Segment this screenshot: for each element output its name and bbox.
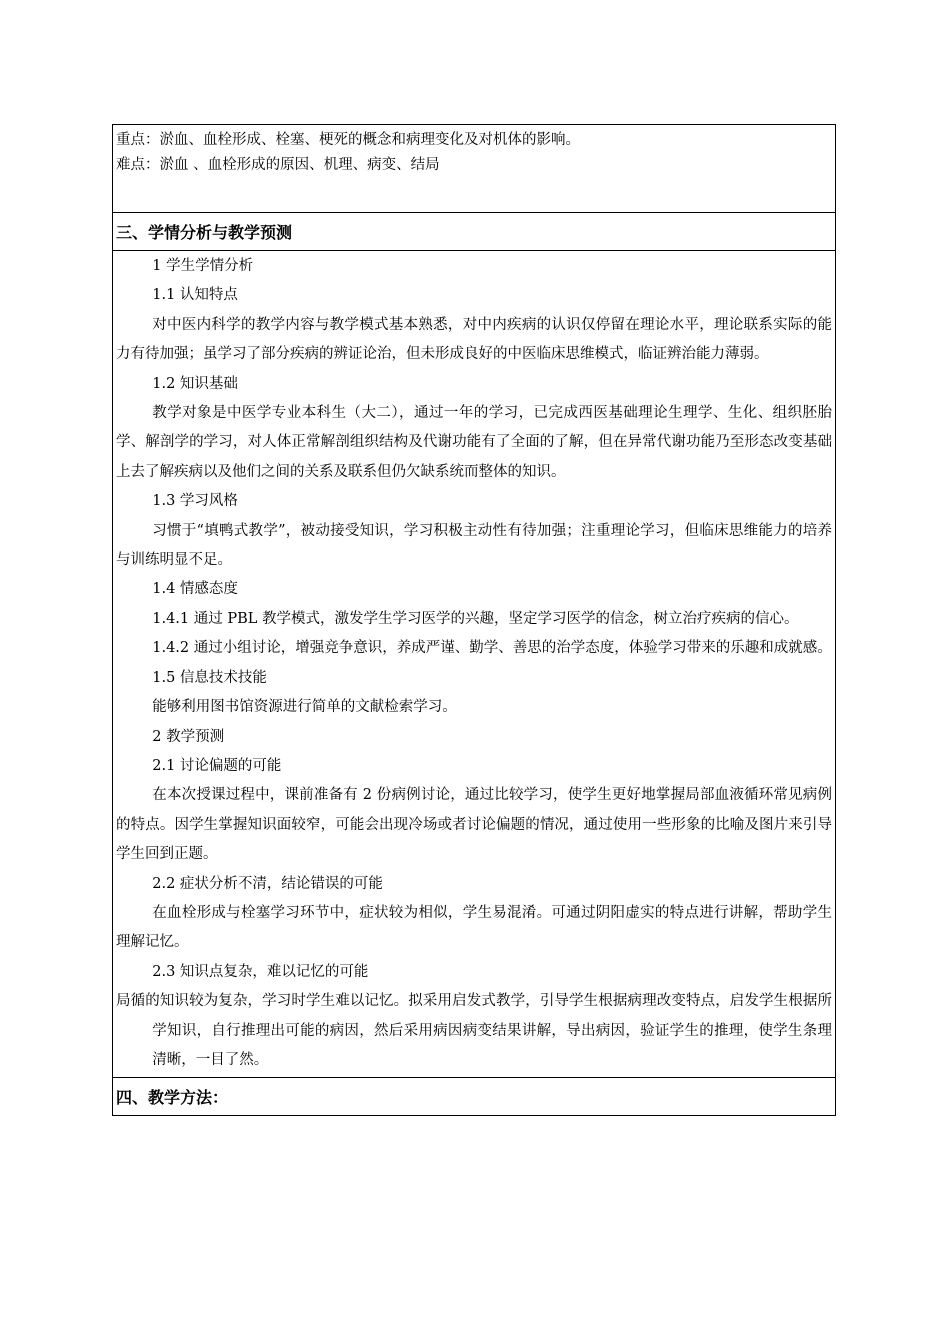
paragraph: 1.4.2 通过小组讨论，增强竞争意识，养成严谨、勤学、善思的治学态度，体验学习带来的乐趣和成就感。 [152, 640, 832, 657]
focus-text: 重点：淤血、血栓形成、栓塞、梗死的概念和病理变化及对机体的影响。 [116, 132, 580, 148]
lesson-plan-table [112, 124, 836, 1116]
paragraph: 1.2 知识基础 [152, 375, 238, 392]
paragraph: 1.1 认知特点 [152, 287, 238, 304]
paragraph: 1.3 学习风格 [152, 493, 238, 510]
section4-heading-row [113, 1078, 836, 1116]
paragraph: 局循的知识较为复杂，学习时学生难以记忆。拟采用启发式教学，引导学生根据病理改变特点，启发学生根据所学知识，自行推理出可能的病因，然后采用病因病变结果讲解，导出病因，验证学生的推理，使学生条理清晰，一目了然。 [116, 993, 832, 1068]
paragraph: 2.2 症状分析不清，结论错误的可能 [152, 875, 383, 892]
difficulty-text: 难点：淤血 、血栓形成的原因、机理、病变、结局 [116, 157, 440, 173]
paragraph: 在本次授课过程中，课前准备有 2 份病例讨论，通过比较学习，使学生更好地掌握局部血液循环常见病例的特点。因学生掌握知识面较窄，可能会出现冷场或者讨论偏题的情况，通过使用一些形象的比喻及图片来引导学生回到正题。 [116, 787, 832, 863]
section3-heading: 三、学情分析与教学预测 [113, 213, 836, 251]
paragraph: 2.1 讨论偏题的可能 [152, 757, 282, 774]
paragraph: 教学对象是中医学专业本科生（大二），通过一年的学习，已完成西医基础理论生理学、生化、组织胚胎学、解剖学的学习，对人体正常解剖组织结构及代谢功能有了全面的了解，但在异常代谢功能乃至形态改变基础上去了解疾病以及他们之间的关系及联系但仍欠缺系统而整体的知识。 [116, 405, 832, 480]
paragraph: 2.3 知识点复杂，难以记忆的可能 [152, 963, 369, 980]
paragraph: 1.5 信息技术技能 [152, 669, 267, 686]
keypoints-row [113, 125, 836, 213]
paragraph: 2 教学预测 [152, 728, 225, 745]
paragraph: 1 学生学情分析 [152, 258, 254, 274]
paragraph: 1.4 情感态度 [152, 581, 238, 598]
paragraph: 在血栓形成与栓塞学习环节中，症状较为相似，学生易混淆。可通过阴阳虚实的特点进行讲解，帮助学生理解记忆。 [116, 904, 832, 951]
paragraph: 习惯于“填鸭式教学”，被动接受知识，学习积极主动性有待加强；注重理论学习，但临床思维能力的培养与训练明显不足。 [116, 522, 832, 569]
paragraph: 能够利用图书馆资源进行简单的文献检索学习。 [152, 699, 457, 716]
paragraph: 1.4.1 通过 PBL 教学模式，激发学生学习医学的兴趣，坚定学习医学的信念，树立治疗疾病的信心。 [152, 610, 799, 627]
section3-heading-row [113, 213, 836, 251]
section3-body-row [113, 251, 836, 1078]
keypoints-cell [113, 125, 836, 213]
section3-body [113, 251, 836, 1078]
paragraph: 对中医内科学的教学内容与教学模式基本熟悉，对中内疾病的认识仅停留在理论水平，理论联系实际的能力有待加强；虽学习了部分疾病的辨证论治，但未形成良好的中医临床思维模式，临证辨治能力薄弱。 [116, 316, 832, 363]
section4-heading: 四、教学方法： [113, 1078, 836, 1116]
